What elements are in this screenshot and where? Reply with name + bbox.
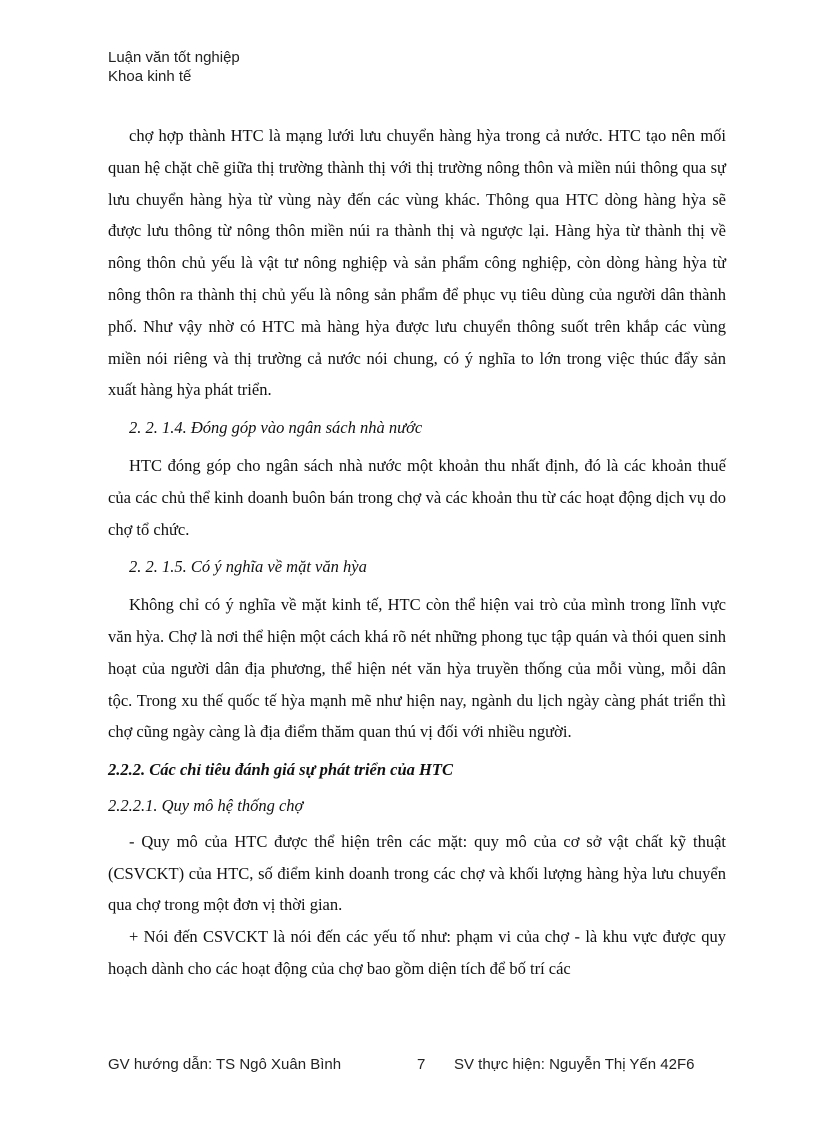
footer-advisor: GV hướng dẫn: TS Ngô Xuân Bình bbox=[108, 1056, 342, 1073]
heading-market-scale: 2.2.2.1. Quy mô hệ thống chợ bbox=[108, 795, 304, 815]
paragraph-market-network: chợ hợp thành HTC là mạng lưới lưu chuyển hàng hỳa trong cả nước. HTC tạo nên mối quan hệ chặt chẽ giữa thị trường thành thị với thị trường nông thôn và miền núi thông qua sự lưu chuyển hàng hỳa từ vùng này đến các vùng khác. Thông qua HTC dòng hàng hỳa sẽ được lưu thông từ nông thôn miền núi ra thành thị và ngược lại. Hàng hỳa từ thành thị về nông thôn chủ yếu là vật tư nông nghiệp và sản phẩm công nghiệp, còn dòng hàng hỳa từ nông thôn ra thành thị chủ yếu là nông sản phẩm để phục vụ tiêu dùng của người dân thành phố. Như vậy nhờ có HTC mà hàng hỳa được lưu chuyển thông suốt trên khắp các vùng miền nói riêng và thị trường cả nước nói chung, có ý nghĩa to lớn trong việc thúc đẩy sản xuất hàng hỳa phát triển. bbox=[108, 126, 726, 400]
heading-budget-contribution: 2. 2. 1.4. Đóng góp vào ngân sách nhà nước bbox=[129, 418, 423, 438]
page-header bbox=[108, 48, 240, 86]
paragraph-budget-contribution: HTC đóng góp cho ngân sách nhà nước một khoản thu nhất định, đó là các khoản thuế của các chủ thể kinh doanh buôn bán trong chợ và các khoản thu từ các hoạt động dịch vụ do chợ tổ chức. bbox=[108, 455, 726, 539]
header-faculty-label: Khoa kinh tế bbox=[108, 68, 192, 85]
document-body bbox=[108, 120, 726, 985]
header-thesis-label: Luận văn tốt nghiệp bbox=[108, 49, 240, 66]
page-number: 7 bbox=[417, 1056, 426, 1073]
paragraph-market-scale: - Quy mô của HTC được thể hiện trên các mặt: quy mô của cơ sở vật chất kỹ thuật (CSVCKT) của HTC, số điểm kinh doanh trong các chợ và khối lượng hàng hỳa lưu chuyển qua chợ trong một đơn vị thời gian. bbox=[108, 831, 726, 915]
paragraph-infrastructure: + Nói đến CSVCKT là nói đến các yếu tố như: phạm vi của chợ - là khu vực được quy hoạch dành cho các hoạt động của chợ bao gồm diện tích để bố trí các bbox=[108, 927, 726, 978]
heading-development-criteria: 2.2.2. Các chỉ tiêu đánh giá sự phát triển của HTC bbox=[108, 760, 453, 780]
footer-student: SV thực hiện: Nguyễn Thị Yến 42F6 bbox=[454, 1056, 695, 1073]
paragraph-cultural-meaning: Không chỉ có ý nghĩa về mặt kinh tế, HTC còn thể hiện vai trò của mình trong lĩnh vực văn hỳa. Chợ là nơi thể hiện một cách khá rõ nét những phong tục tập quán và thói quen sinh hoạt của người dân địa phương, thể hiện nét văn hỳa truyền thống của mỗi vùng, mỗi dân tộc. Trong xu thế quốc tế hỳa mạnh mẽ như hiện nay, ngành du lịch ngày càng phát triển thì chợ cũng ngày càng là địa điểm thăm quan thú vị đối với nhiều người. bbox=[108, 595, 726, 742]
heading-cultural-meaning: 2. 2. 1.5. Có ý nghĩa về mặt văn hỳa bbox=[129, 557, 367, 577]
